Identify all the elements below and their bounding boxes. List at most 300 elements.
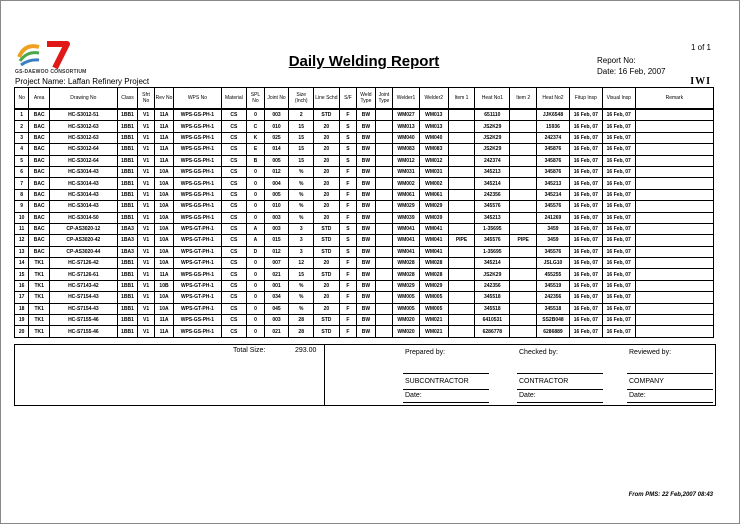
table-cell: WPS-GS-PH-1 xyxy=(174,121,221,132)
table-cell: BW xyxy=(357,269,376,280)
table-cell: 0 xyxy=(247,326,264,337)
table-row xyxy=(15,269,714,280)
table-cell: 20 xyxy=(314,121,340,132)
summary-section xyxy=(14,344,716,406)
project-name: Project Name: Laffan Refinery Project xyxy=(15,77,150,86)
table-cell: 0 xyxy=(247,201,264,212)
table-cell: WM002 xyxy=(419,178,448,189)
table-cell: 9 xyxy=(15,201,29,212)
table-cell: BW xyxy=(357,178,376,189)
column-header: Weld Type xyxy=(357,88,376,110)
column-header: Heat No2 xyxy=(537,88,570,110)
table-cell: 2 xyxy=(289,109,314,121)
table-cell xyxy=(635,201,713,212)
table-cell: WM027 xyxy=(393,109,420,121)
print-footer: From PMS: 22 Feb,2007 08:43 xyxy=(628,492,713,498)
table-cell: 242356 xyxy=(537,292,570,303)
table-cell: F xyxy=(339,326,356,337)
table-cell xyxy=(448,166,475,177)
table-cell xyxy=(510,303,537,314)
table-cell: 16 Feb, 07 xyxy=(602,155,635,166)
table-cell: 345214 xyxy=(475,178,510,189)
table-cell: 1BB1 xyxy=(117,144,138,155)
table-cell: HC-S7126-61 xyxy=(49,269,117,280)
table-row xyxy=(15,132,714,143)
table-cell xyxy=(510,132,537,143)
table-cell: V1 xyxy=(138,315,154,326)
table-cell: 010 xyxy=(264,121,289,132)
table-cell: CS xyxy=(221,280,247,291)
table-cell: TK1 xyxy=(29,280,50,291)
contractor-label: CONTRACTOR xyxy=(519,378,569,385)
logo-seven-red xyxy=(47,44,67,68)
table-cell: BW xyxy=(357,166,376,177)
table-cell xyxy=(448,258,475,269)
table-cell: CS xyxy=(221,258,247,269)
table-cell: 20 xyxy=(314,178,340,189)
table-cell: WPS-GT-PH-1 xyxy=(174,258,221,269)
table-cell: 11 xyxy=(15,223,29,234)
table-cell: WPS-GT-PH-1 xyxy=(174,223,221,234)
table-cell: 16 Feb, 07 xyxy=(569,235,602,246)
table-cell: BAC xyxy=(29,235,50,246)
column-header: Line Schd xyxy=(314,88,340,110)
table-cell: 16 Feb, 07 xyxy=(602,132,635,143)
table-cell: 11A xyxy=(154,269,174,280)
table-cell: 021 xyxy=(264,269,289,280)
table-cell: 16 Feb, 07 xyxy=(569,223,602,234)
table-cell: 0 xyxy=(247,292,264,303)
table-cell: V1 xyxy=(138,166,154,177)
company-signature-line xyxy=(627,373,713,374)
table-cell: 16 Feb, 07 xyxy=(602,280,635,291)
table-cell: V1 xyxy=(138,246,154,257)
table-cell: CS xyxy=(221,155,247,166)
table-cell: 11A xyxy=(154,109,174,121)
table-cell: TK1 xyxy=(29,269,50,280)
table-cell: WM041 xyxy=(393,223,420,234)
table-cell: 345576 xyxy=(475,235,510,246)
contractor-signature-line xyxy=(517,373,603,374)
table-cell: 003 xyxy=(264,212,289,223)
table-cell: 20 xyxy=(314,189,340,200)
table-cell: 16 Feb, 07 xyxy=(569,280,602,291)
table-cell: CS xyxy=(221,303,247,314)
table-cell xyxy=(635,269,713,280)
table-cell xyxy=(510,121,537,132)
table-cell xyxy=(448,189,475,200)
table-cell: F xyxy=(339,178,356,189)
table-cell: WPS-GT-PH-1 xyxy=(174,235,221,246)
table-cell: 16 Feb, 07 xyxy=(602,246,635,257)
table-cell: 15 xyxy=(289,121,314,132)
table-cell: 16 Feb, 07 xyxy=(569,269,602,280)
table-cell: BAC xyxy=(29,178,50,189)
table-cell: 11A xyxy=(154,144,174,155)
table-cell: WM029 xyxy=(419,201,448,212)
table-cell: 1 xyxy=(15,109,29,121)
column-header: Welder1 xyxy=(393,88,420,110)
table-cell: V1 xyxy=(138,326,154,337)
table-cell: WM041 xyxy=(419,235,448,246)
table-cell: BW xyxy=(357,326,376,337)
table-cell xyxy=(375,189,392,200)
table-cell: V1 xyxy=(138,132,154,143)
company-date-line xyxy=(627,402,713,403)
table-cell: C xyxy=(247,121,264,132)
table-cell xyxy=(510,280,537,291)
table-cell: 16 Feb, 07 xyxy=(569,315,602,326)
table-cell: V1 xyxy=(138,144,154,155)
checked-by-label: Checked by: xyxy=(519,349,558,356)
table-cell: 16 Feb, 07 xyxy=(602,109,635,121)
table-cell xyxy=(448,132,475,143)
table-cell xyxy=(510,292,537,303)
signature-block xyxy=(324,345,716,405)
table-row xyxy=(15,246,714,257)
table-cell: WM028 xyxy=(393,258,420,269)
table-cell: % xyxy=(289,166,314,177)
table-cell: 1BA3 xyxy=(117,235,138,246)
table-cell: 8 xyxy=(15,189,29,200)
table-cell: 16 Feb, 07 xyxy=(569,303,602,314)
table-cell: WM039 xyxy=(393,212,420,223)
table-cell: 003 xyxy=(264,223,289,234)
table-cell xyxy=(510,109,537,121)
table-cell: 16 Feb, 07 xyxy=(569,246,602,257)
column-header: Material xyxy=(221,88,247,110)
table-cell: WM020 xyxy=(393,315,420,326)
table-cell: 15 xyxy=(15,269,29,280)
table-cell: 16 Feb, 07 xyxy=(569,109,602,121)
column-header: SPL No xyxy=(247,88,264,110)
table-cell: 20 xyxy=(314,201,340,212)
table-cell: 16 Feb, 07 xyxy=(569,121,602,132)
table-cell xyxy=(510,155,537,166)
table-cell xyxy=(635,303,713,314)
table-cell: 10A xyxy=(154,201,174,212)
table-cell: 1BB1 xyxy=(117,155,138,166)
table-cell: 3459 xyxy=(537,235,570,246)
table-cell: F xyxy=(339,201,356,212)
table-cell: 16 Feb, 07 xyxy=(569,178,602,189)
table-cell: WPS-GS-PH-1 xyxy=(174,212,221,223)
table-cell: 13 xyxy=(15,246,29,257)
table-cell xyxy=(635,189,713,200)
table-cell: 010 xyxy=(264,201,289,212)
table-cell: 0 xyxy=(247,109,264,121)
table-cell: 4 xyxy=(15,144,29,155)
table-cell: 20 xyxy=(314,212,340,223)
column-header: S/F xyxy=(339,88,356,110)
table-cell xyxy=(635,132,713,143)
table-cell xyxy=(375,246,392,257)
table-cell: 6286889 xyxy=(537,326,570,337)
table-cell: 12 xyxy=(289,258,314,269)
table-cell: 18 xyxy=(15,303,29,314)
table-cell: 16 Feb, 07 xyxy=(602,303,635,314)
table-cell xyxy=(635,258,713,269)
table-cell: 17 xyxy=(15,292,29,303)
table-cell: WM013 xyxy=(419,109,448,121)
table-cell: S xyxy=(339,155,356,166)
table-cell: 242356 xyxy=(475,189,510,200)
table-cell: WM028 xyxy=(419,258,448,269)
table-cell: 16 Feb, 07 xyxy=(569,201,602,212)
table-cell xyxy=(448,109,475,121)
table-cell: 345876 xyxy=(537,144,570,155)
table-row xyxy=(15,109,714,121)
table-cell xyxy=(375,132,392,143)
table-cell: HC-S3014-43 xyxy=(49,166,117,177)
table-cell xyxy=(510,166,537,177)
table-cell: WPS-GS-PH-1 xyxy=(174,132,221,143)
table-cell: JS2K29 xyxy=(475,144,510,155)
table-cell: WM020 xyxy=(393,326,420,337)
table-cell: WM041 xyxy=(419,223,448,234)
table-cell: WPS-GT-PH-1 xyxy=(174,246,221,257)
table-cell xyxy=(448,121,475,132)
table-cell: V1 xyxy=(138,178,154,189)
table-cell: 345876 xyxy=(537,166,570,177)
table-cell: CS xyxy=(221,144,247,155)
table-cell: HC-S3014-43 xyxy=(49,201,117,212)
table-body xyxy=(15,109,714,337)
table-cell xyxy=(510,201,537,212)
contractor-name-line xyxy=(517,389,603,390)
table-cell: V1 xyxy=(138,109,154,121)
table-cell: 6 xyxy=(15,166,29,177)
table-cell xyxy=(448,303,475,314)
table-cell: BAC xyxy=(29,109,50,121)
table-cell: JS2K29 xyxy=(475,121,510,132)
table-cell: WM012 xyxy=(393,155,420,166)
table-cell: CS xyxy=(221,189,247,200)
table-cell: WPS-GS-PH-1 xyxy=(174,166,221,177)
table-cell: 0 xyxy=(247,166,264,177)
table-cell xyxy=(510,212,537,223)
table-cell: 10A xyxy=(154,166,174,177)
table-cell: BAC xyxy=(29,155,50,166)
table-cell: BAC xyxy=(29,166,50,177)
table-cell: CP-AS3020-12 xyxy=(49,223,117,234)
table-cell xyxy=(375,303,392,314)
table-cell: HC-S3014-50 xyxy=(49,212,117,223)
column-header: Welder2 xyxy=(419,88,448,110)
table-cell: S xyxy=(339,235,356,246)
table-row xyxy=(15,201,714,212)
table-cell: 10A xyxy=(154,189,174,200)
table-cell: 004 xyxy=(264,178,289,189)
total-size-label: Total Size: xyxy=(233,347,266,354)
table-cell xyxy=(510,269,537,280)
table-cell xyxy=(635,178,713,189)
welding-table xyxy=(14,87,714,338)
table-cell: WM028 xyxy=(419,269,448,280)
table-cell: 005 xyxy=(264,189,289,200)
column-header: No xyxy=(15,88,29,110)
table-cell: K xyxy=(247,132,264,143)
table-cell xyxy=(510,326,537,337)
table-cell: V1 xyxy=(138,258,154,269)
table-cell: 0 xyxy=(247,269,264,280)
table-cell: F xyxy=(339,212,356,223)
column-header: Joint Type xyxy=(375,88,392,110)
table-cell: 455255 xyxy=(537,269,570,280)
table-cell: % xyxy=(289,292,314,303)
table-cell: V1 xyxy=(138,212,154,223)
table-cell: WM031 xyxy=(393,166,420,177)
column-header: Heat No1 xyxy=(475,88,510,110)
table-cell: BW xyxy=(357,189,376,200)
table-cell: 16 Feb, 07 xyxy=(602,258,635,269)
table-cell xyxy=(448,326,475,337)
table-row xyxy=(15,121,714,132)
table-cell: 345576 xyxy=(537,201,570,212)
table-cell: BW xyxy=(357,303,376,314)
table-cell: 034 xyxy=(264,292,289,303)
table-cell: WPS-GT-PH-1 xyxy=(174,292,221,303)
column-header: Sfrt No xyxy=(138,88,154,110)
table-cell: D xyxy=(247,246,264,257)
table-cell: 10 xyxy=(15,212,29,223)
table-cell: WM013 xyxy=(393,121,420,132)
table-cell: 1BB1 xyxy=(117,212,138,223)
table-cell xyxy=(375,201,392,212)
table-cell: CS xyxy=(221,132,247,143)
table-cell: CP-AS3020-42 xyxy=(49,235,117,246)
table-cell: 20 xyxy=(15,326,29,337)
table-cell: HC-S3012-63 xyxy=(49,121,117,132)
table-cell: CS xyxy=(221,315,247,326)
table-cell: 20 xyxy=(314,132,340,143)
table-header-row xyxy=(15,88,714,110)
table-cell: 021 xyxy=(264,326,289,337)
table-row xyxy=(15,292,714,303)
table-cell: 16 Feb, 07 xyxy=(602,212,635,223)
table-cell xyxy=(635,280,713,291)
table-cell: WM040 xyxy=(419,132,448,143)
company-date-label: Date: xyxy=(629,392,646,399)
table-cell: WM012 xyxy=(419,155,448,166)
table-cell: 15936 xyxy=(537,121,570,132)
table-cell: 0 xyxy=(247,303,264,314)
table-cell: % xyxy=(289,280,314,291)
table-cell: A xyxy=(247,223,264,234)
table-cell: V1 xyxy=(138,303,154,314)
table-cell: STD xyxy=(314,269,340,280)
table-cell: BW xyxy=(357,121,376,132)
table-cell: 1BB1 xyxy=(117,280,138,291)
table-cell: JS2K29 xyxy=(475,132,510,143)
table-cell xyxy=(448,144,475,155)
table-cell: 16 Feb, 07 xyxy=(602,121,635,132)
table-cell xyxy=(375,235,392,246)
table-cell: 16 Feb, 07 xyxy=(602,144,635,155)
table-cell: 005 xyxy=(264,155,289,166)
report-number-label: Report No: xyxy=(597,56,636,65)
table-cell: 28 xyxy=(289,315,314,326)
table-cell: 3 xyxy=(15,132,29,143)
table-cell xyxy=(635,155,713,166)
table-cell: HC-S3012-63 xyxy=(49,132,117,143)
table-cell xyxy=(448,280,475,291)
table-cell xyxy=(375,223,392,234)
table-cell: BAC xyxy=(29,212,50,223)
table-cell: 10A xyxy=(154,212,174,223)
table-cell: 10A xyxy=(154,303,174,314)
table-cell: WPS-GS-PH-1 xyxy=(174,155,221,166)
table-cell: 10A xyxy=(154,223,174,234)
table-cell xyxy=(375,109,392,121)
table-cell: 10A xyxy=(154,246,174,257)
table-cell: V1 xyxy=(138,201,154,212)
table-cell: WPS-GT-PH-1 xyxy=(174,303,221,314)
table-cell: 11A xyxy=(154,326,174,337)
table-cell: 1BB1 xyxy=(117,201,138,212)
subcontractor-date-label: Date: xyxy=(405,392,422,399)
table-cell: 345214 xyxy=(475,258,510,269)
table-cell: CS xyxy=(221,292,247,303)
table-cell: 1BB1 xyxy=(117,109,138,121)
table-cell: TK1 xyxy=(29,303,50,314)
table-cell: 14 xyxy=(15,258,29,269)
subcontractor-name-line xyxy=(403,389,489,390)
table-cell: F xyxy=(339,315,356,326)
table-cell: 20 xyxy=(314,303,340,314)
table-cell: 0 xyxy=(247,178,264,189)
table-cell xyxy=(635,212,713,223)
table-cell: F xyxy=(339,269,356,280)
table-cell: 7 xyxy=(15,178,29,189)
table-cell: WM002 xyxy=(393,178,420,189)
iwi-mark: IWI xyxy=(690,76,711,87)
table-cell: 1BB1 xyxy=(117,326,138,337)
column-header: Area xyxy=(29,88,50,110)
table-cell xyxy=(448,315,475,326)
table-cell: S xyxy=(339,121,356,132)
table-cell: 1BB1 xyxy=(117,166,138,177)
table-cell: 1BB1 xyxy=(117,269,138,280)
table-cell: 16 Feb, 07 xyxy=(602,223,635,234)
table-cell: WM031 xyxy=(419,166,448,177)
table-row xyxy=(15,155,714,166)
table-cell: WPS-GS-PH-1 xyxy=(174,144,221,155)
table-cell: 2 xyxy=(15,121,29,132)
table-cell: STD xyxy=(314,109,340,121)
table-cell xyxy=(635,315,713,326)
table-cell xyxy=(510,178,537,189)
table-cell: 014 xyxy=(264,144,289,155)
table-cell: BW xyxy=(357,223,376,234)
table-cell: BW xyxy=(357,155,376,166)
column-header: Remark xyxy=(635,88,713,110)
logo-text: GS-DAEWOO CONSORTIUM xyxy=(15,69,87,75)
table-cell xyxy=(375,144,392,155)
table-cell: BW xyxy=(357,235,376,246)
table-cell: WPS-GS-PH-1 xyxy=(174,315,221,326)
table-cell: 1BB1 xyxy=(117,292,138,303)
table-cell xyxy=(448,292,475,303)
table-cell: BAC xyxy=(29,144,50,155)
table-cell: CS xyxy=(221,178,247,189)
table-cell: WPS-GS-PH-1 xyxy=(174,178,221,189)
table-cell: WM029 xyxy=(419,280,448,291)
table-cell: % xyxy=(289,178,314,189)
table-cell: 11A xyxy=(154,155,174,166)
table-cell: 16 Feb, 07 xyxy=(602,269,635,280)
table-cell: 1BB1 xyxy=(117,303,138,314)
